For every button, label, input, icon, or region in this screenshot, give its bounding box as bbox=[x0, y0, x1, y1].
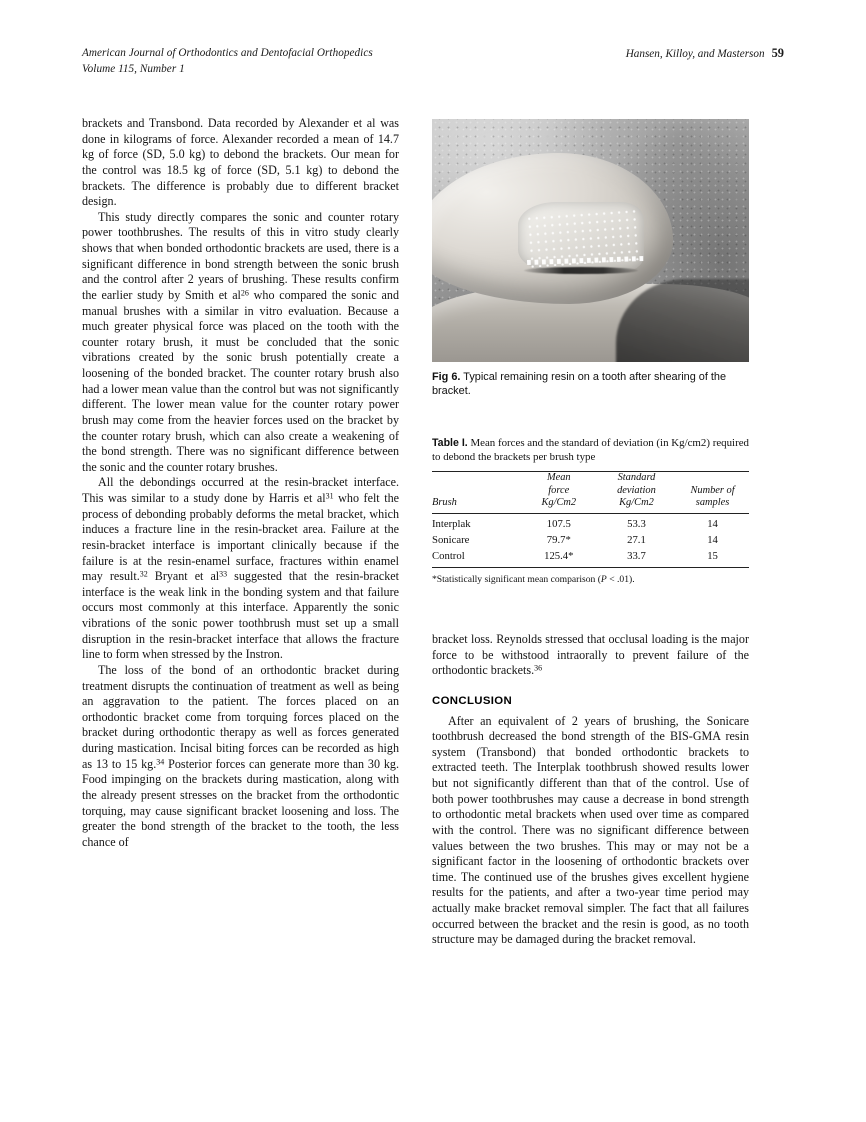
column-header-brush bbox=[432, 472, 521, 513]
volume-issue: Volume 115, Number 1 bbox=[82, 62, 185, 75]
paragraph-text: Posterior forces can generate more than 30 kg. Food impinging on the brackets during mastication, along with the already present stresses on the bracket from the orthodontic torquing, may cause significant bracket loosening and loss. The greater the bond strength of the bracket to the tooth, the less chance of bbox=[82, 756, 399, 849]
header-line-3: samples bbox=[695, 497, 730, 508]
table-bottom-rule bbox=[432, 567, 749, 568]
header-line-1: Standard bbox=[617, 472, 656, 484]
journal-title: American Journal of Orthodontics and Dentofacial Orthopedics bbox=[82, 47, 373, 59]
cell-brush: Sonicare bbox=[432, 534, 470, 547]
header-line-3: Kg/Cm2 bbox=[619, 497, 654, 508]
table-1-footnote bbox=[432, 574, 749, 586]
paragraph-reynolds-occlusal-loading bbox=[432, 632, 749, 679]
table-title-text: Mean forces and the standard of deviation (in Kg/cm2) required to debond the brackets per brush type bbox=[432, 437, 749, 463]
paragraph-text: who compared the sonic and manual brushes with a similar in vitro evaluation. Because a much greater physical force was placed on the tooth with the counter rotary brush, it must be concluded that the sonic vibrations created by the sonic brush potentially create a loosening of the bonded bracket. The counter rotary brush also had a lower mean value than the control but was not significantly different. The lower mean value for the counter rotary power brush may come from the heavier forces used on the bracket by the counter rotary brush, which can also create a weakening of the bond strength. There was no significant difference between the sonic and the counter rotary brushes. bbox=[82, 287, 399, 474]
column-header-mean-force bbox=[521, 472, 597, 513]
cell-mean-force: 107.5 bbox=[546, 518, 571, 531]
table-row bbox=[432, 549, 749, 568]
paragraph-text: bracket loss. Reynolds stressed that occlusal loading is the major force to be withstood intraorally to prevent failure of the orthodontic brackets. bbox=[432, 632, 749, 678]
header-line-2: Number of bbox=[690, 484, 735, 496]
citation-34: 34 bbox=[156, 757, 165, 767]
citation-26: 26 bbox=[240, 288, 249, 298]
cell-mean-force: 79.7* bbox=[546, 534, 571, 547]
column-header-standard-deviation bbox=[597, 472, 676, 513]
cell-number-of-samples: 15 bbox=[707, 549, 718, 562]
citation-36: 36 bbox=[534, 663, 543, 673]
citation-33: 33 bbox=[219, 569, 228, 579]
right-text-column bbox=[432, 632, 749, 948]
left-text-column bbox=[82, 116, 399, 850]
paragraph-conclusion-body bbox=[432, 714, 749, 948]
header-line-1 bbox=[432, 472, 521, 484]
paragraph-bond-loss-forces bbox=[82, 663, 399, 851]
table-label: Table I. bbox=[432, 437, 468, 449]
section-heading-conclusion: CONCLUSION bbox=[432, 694, 513, 707]
header-line-3: Kg/Cm2 bbox=[541, 497, 577, 508]
table-head bbox=[432, 472, 749, 513]
table-1 bbox=[432, 437, 749, 587]
paragraph-study-comparison bbox=[82, 210, 399, 476]
cell-standard-deviation: 53.3 bbox=[627, 518, 646, 531]
footnote-text-a: *Statistically significant mean comparison ( bbox=[432, 574, 601, 586]
header-line-2: force bbox=[548, 484, 570, 496]
header-line-2: deviation bbox=[617, 484, 656, 496]
table-1-grid bbox=[432, 472, 749, 513]
cell-mean-force: 125.4* bbox=[544, 549, 574, 562]
paragraph-text: The loss of the bond of an orthodontic bracket during treatment disrupts the continuation of treatment as well as being an aggravation to the patient. The forces placed on an orthodontic bracket come from torquing forces placed on the bracket during orthodontic therapy as well as forces generated during mastication. Incisal biting forces can be recorded as high as 13 to 15 kg. bbox=[82, 662, 399, 771]
running-head-right bbox=[626, 46, 784, 63]
paragraph-debonding-interface bbox=[82, 475, 399, 663]
cell-standard-deviation: 27.1 bbox=[627, 534, 646, 547]
cell-standard-deviation: 33.7 bbox=[627, 549, 646, 562]
page-number: 59 bbox=[771, 46, 784, 60]
figure-6-caption bbox=[432, 370, 749, 398]
header-line-1: Mean bbox=[546, 472, 571, 484]
paragraph-text: Bryant et al bbox=[147, 569, 220, 584]
figure-label: Fig 6. bbox=[432, 371, 461, 383]
table-body bbox=[432, 514, 749, 567]
figure-6-photograph bbox=[432, 119, 749, 362]
footnote-p-symbol: P bbox=[600, 574, 607, 586]
table-header-row bbox=[432, 472, 749, 513]
table-1-title bbox=[432, 437, 749, 464]
column-header-number-of-samples bbox=[676, 472, 749, 513]
paragraph-text: This study directly compares the sonic and counter rotary power toothbrushes. The results of this in vitro study clearly shows that when bonded orthodontic brackets are used, there is a significant difference in bond strength between the sonic brush and the control after 2 years of brushing. These results confirm the earlier study by Smith et al bbox=[82, 209, 399, 302]
cell-brush: Control bbox=[432, 549, 465, 562]
paragraph-text: brackets and Transbond. Data recorded by Alexander et al was done in kilograms of force. Alexander recorded a mean of 14.7 kg of force (SD, 5.0 kg) to debond the brackets. Our mean for the control was 18.5 kg of force (SD, 5.1 kg) to debond the brackets. The difference is probably due to different bracket design. bbox=[82, 116, 399, 209]
header-line-3: Brush bbox=[432, 497, 457, 508]
running-head bbox=[82, 46, 784, 80]
figure-caption-text: Typical remaining resin on a tooth after shearing of the bracket. bbox=[432, 371, 727, 398]
footnote-text-b: < .01). bbox=[606, 574, 635, 586]
paragraph-text: After an equivalent of 2 years of brushing, the Sonicare toothbrush decreased the bond strength of the BIS-GMA resin system (Transbond) that bonded orthodontic brackets to extracted teeth. The Interplak toothbrush showed results lower but not significantly different than that of the control. Use of both power toothbrushes may cause a decrease in bond strength to orthodontic metal brackets when used over time as compared with the control. There was no significant difference between values between the two brushes. This may or may not be a significant factor in the loosening of orthodontic brackets over time. The continued use of the brushes gives excellent hygiene results for the patients, and after a two-year time period may actually make bracket removal simpler. The fact that all failures occurred between the bracket and the resin is good, as no tooth structure may be damaged during the bracket removal. bbox=[432, 713, 749, 947]
author-names: Hansen, Killoy, and Masterson bbox=[625, 48, 765, 60]
header-line-2 bbox=[432, 485, 521, 497]
citation-31: 31 bbox=[325, 491, 334, 501]
table-row bbox=[432, 514, 749, 533]
paragraph-alexander-comparison bbox=[82, 116, 399, 210]
paragraph-text: who felt the process of debonding probably deforms the metal bracket, which induces a fracture line in the resin-bracket area. Failure at the resin-bracket interface is important clinically because if the failure is at the resin-enamel surface, fractures within enamel may result. bbox=[82, 491, 399, 584]
paragraph-text: All the debondings occurred at the resin-bracket interface. This was similar to a study done by Harris et al bbox=[82, 475, 399, 505]
cell-number-of-samples: 14 bbox=[707, 534, 718, 547]
cell-brush: Interplak bbox=[432, 518, 471, 531]
cell-number-of-samples: 14 bbox=[707, 518, 718, 531]
paragraph-text: suggested that the resin-bracket interface is the weak link in the bonding system and that failure occurs most commonly at this interface. Apparently the sonic vibrations of the sonic power toothbrush must set up a small disruption in the resin-bracket interface that allows the fracture line to form when stressed by the Instron. bbox=[82, 569, 399, 662]
header-line-1 bbox=[676, 472, 749, 484]
running-head-left bbox=[82, 46, 373, 77]
table-1-body-grid bbox=[432, 514, 749, 567]
citation-32: 32 bbox=[139, 569, 148, 579]
figure-6 bbox=[432, 119, 749, 398]
table-row bbox=[432, 533, 749, 549]
